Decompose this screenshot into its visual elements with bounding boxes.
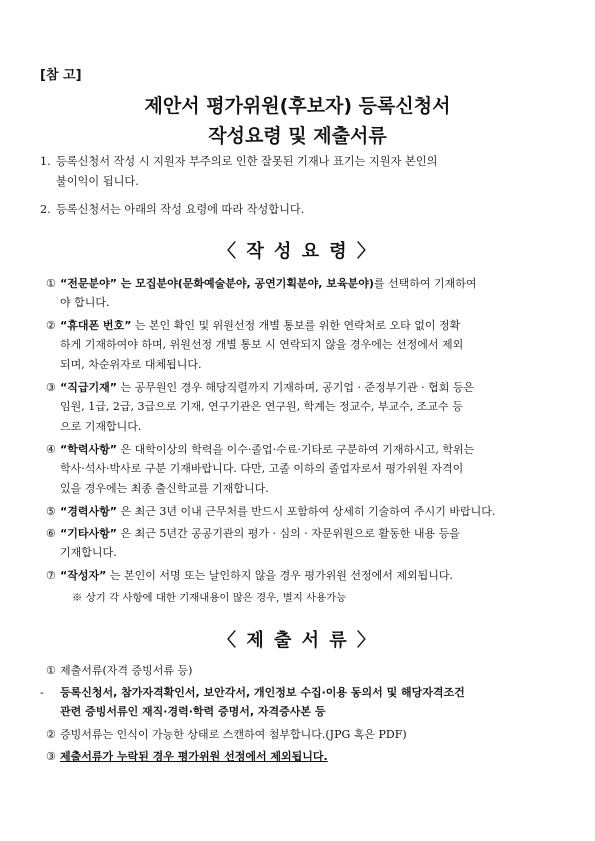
- document-subtitle: 작성요령 및 제출서류: [208, 125, 387, 147]
- guide-item-2: ② “휴대폰 번호” 는 본인 확인 및 위원선정 개별 통보를 위한 연락처로 오타 없이 정확 하게 기재하여야 하며, 위원선정 개별 통보 시 연락되지 않을 경우에는 선정에서 제외 되며, 차순위자로 대체됩니다.: [46, 319, 464, 371]
- intro-item-2: 2. 등록신청서는 아래의 작성 요령에 따라 작성합니다.: [40, 203, 305, 216]
- guide-note: ※ 상기 각 사항에 대한 기재내용이 많은 경우, 별지 사용가능: [72, 592, 347, 604]
- section-heading-guide: 〈 작 성 요 령 〉: [218, 241, 377, 262]
- submit-item-1: ① 제출서류(자격 증빙서류 등): [46, 664, 193, 677]
- guide-item-4: ④ “학력사항” 은 대학이상의 학력을 이수·졸업·수료·기타로 구분하여 기재하시고, 학위는 학사·석사·박사로 구분 기재바랍니다. 다만, 고졸 이하의 졸업자로서 평가위원 자격이 있을 경우에는 최종 출신학교를 기재합니다.: [46, 443, 475, 495]
- guide-item-5: ⑤ “경력사항” 은 최근 3년 이내 근무처를 반드시 포함하여 상세히 기술하여 주시기 바랍니다.: [46, 505, 496, 518]
- submit-item-2: ② 증빙서류는 인식이 가능한 상태로 스캔하여 첨부합니다.(JPG 혹은 PDF): [46, 728, 407, 741]
- reference-label: [참 고]: [40, 68, 82, 83]
- guide-item-3: ③ “직급기재” 는 공무원인 경우 해당직렬까지 기재하며, 공기업 · 준정부기관 · 협회 등은 임원, 1급, 2급, 3급으로 기재, 연구기관은 연구원, 학계는 정교수, 부교수, 조교수 등 으로 기재합니다.: [46, 381, 475, 433]
- guide-item-1: ① “전문분야” 는 모집분야(문화예술분야, 공연기획분야, 보육분야)를 선택하여 기재하여 야 합니다.: [46, 277, 477, 310]
- section-heading-submit: 〈 제 출 서 류 〉: [218, 630, 377, 651]
- submit-item-dash: - 등록신청서, 참가자격확인서, 보안각서, 개인정보 수집·이용 동의서 및 해당자격조건 관련 증빙서류인 재직·경력·학력 증명서, 자격증사본 등: [40, 686, 465, 719]
- intro-item-1: 1. 등록신청서 작성 시 지원자 부주의로 인한 잘못된 기재나 표기는 지원자 본인의 불이익이 됩니다.: [40, 155, 438, 188]
- submit-item-3: ③ 제출서류가 누락된 경우 평가위원 선정에서 제외됩니다.: [46, 750, 328, 763]
- guide-item-7: ⑦ “작성자” 는 본인이 서명 또는 날인하지 않을 경우 평가위원 선정에서 제외됩니다.: [46, 569, 453, 582]
- document-title: 제안서 평가위원(후보자) 등록신청서: [144, 95, 451, 117]
- guide-item-6: ⑥ “기타사항” 은 최근 5년간 공공기관의 평가 · 심의 · 자문위원으로 활동한 내용 등을 기재합니다.: [46, 527, 460, 560]
